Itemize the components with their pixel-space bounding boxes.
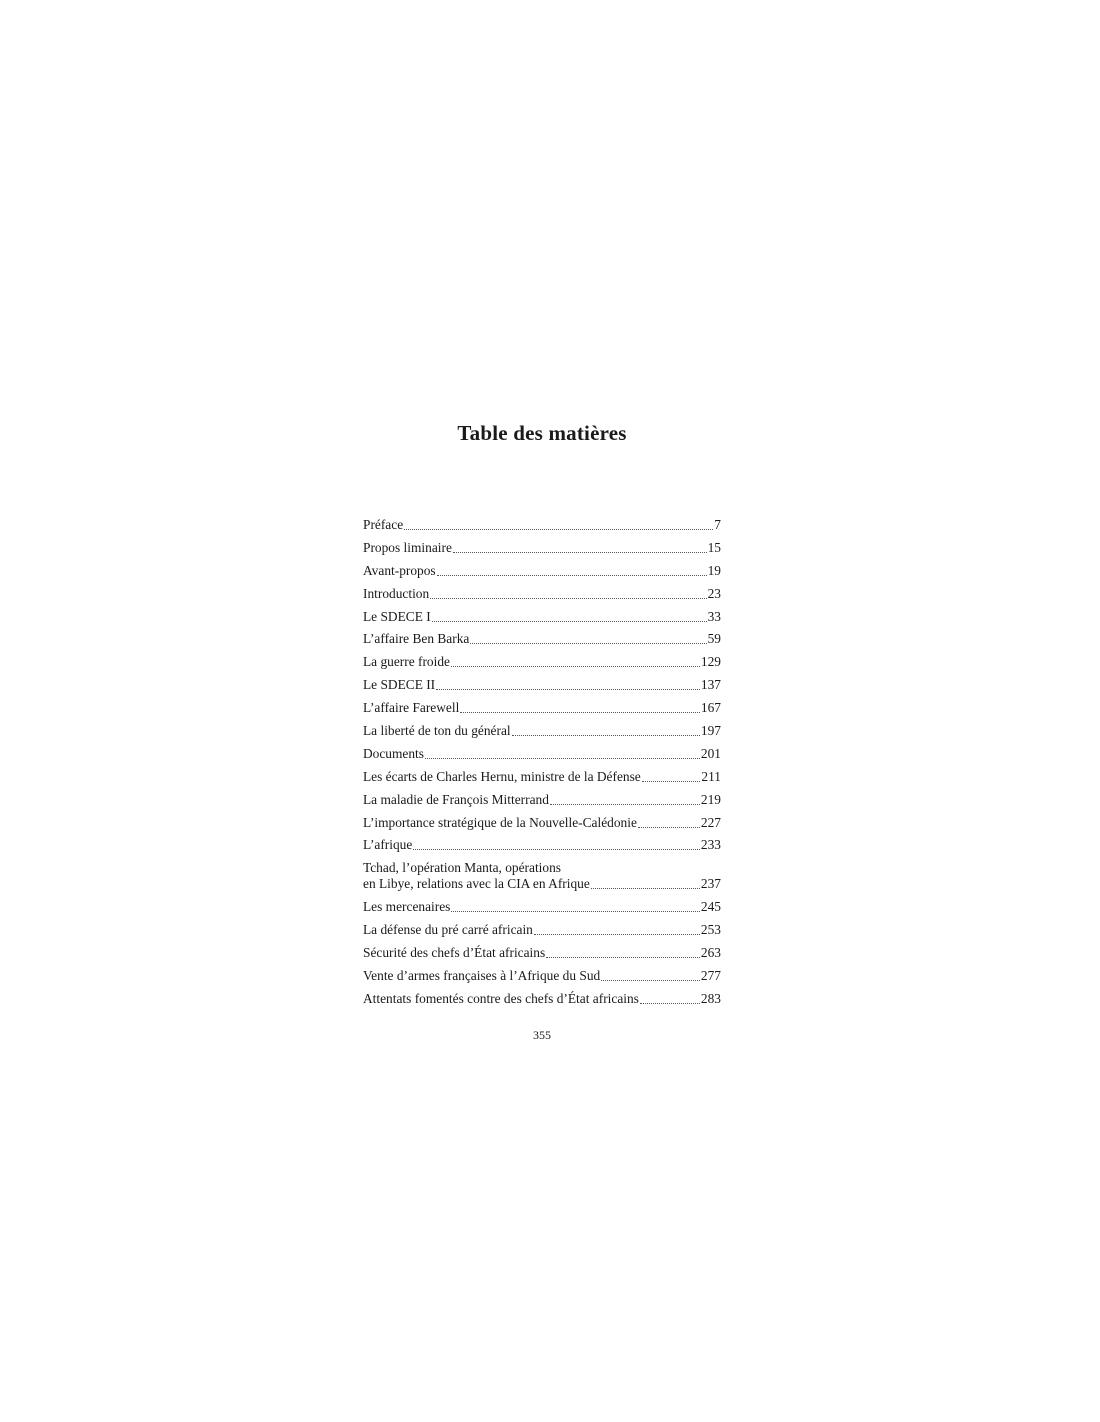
toc-entry — [363, 899, 721, 915]
toc-entry — [363, 723, 721, 739]
dot-leader — [460, 712, 700, 713]
toc-entry-page: 7 — [714, 517, 721, 532]
toc-entry-label: L’affaire Ben Barka — [363, 631, 470, 647]
toc-entry-page: 263 — [700, 945, 721, 961]
toc-entry — [363, 968, 721, 984]
dot-leader — [512, 735, 700, 736]
toc-entry — [363, 769, 721, 785]
toc-entry-label: L’affaire Farewell — [363, 700, 460, 716]
dot-leader — [453, 552, 707, 553]
dot-leader — [432, 621, 707, 622]
toc-entry-page: 233 — [700, 837, 721, 853]
toc-entry-page: 253 — [700, 922, 721, 938]
dot-leader — [534, 934, 700, 935]
toc-entry-page: 19 — [707, 562, 721, 578]
toc-entry-label: Vente d’armes françaises à l’Afrique du Sud — [363, 967, 601, 983]
toc-entry-label: L’afrique — [363, 837, 413, 853]
toc-entry-label: Le SDECE II — [363, 677, 436, 693]
toc-entry-label: La guerre froide — [363, 654, 450, 670]
toc-entry — [363, 540, 721, 556]
dot-leader — [546, 957, 700, 958]
toc-entry-label: Les écarts de Charles Hernu, ministre de la Défense — [363, 768, 641, 784]
dot-leader — [642, 781, 701, 782]
dot-leader — [451, 666, 700, 667]
toc-entry-page: 201 — [700, 745, 721, 761]
dot-leader — [413, 849, 700, 850]
toc-entry-page: 211 — [701, 768, 721, 784]
toc-entry-label: Introduction — [363, 585, 430, 601]
dot-leader — [404, 529, 713, 530]
toc-entry-label: L’importance stratégique de la Nouvelle-Calédonie — [363, 814, 637, 830]
dot-leader — [437, 575, 707, 576]
toc-entry — [363, 945, 721, 961]
toc-entry — [363, 563, 721, 579]
toc-entry — [363, 922, 721, 938]
toc-entry-page: 23 — [707, 585, 721, 601]
toc-entry-page: 237 — [700, 876, 721, 892]
dot-leader — [640, 1003, 700, 1004]
toc-entry-label: La défense du pré carré africain — [363, 922, 533, 938]
dot-leader — [638, 827, 700, 828]
toc-entry — [363, 860, 721, 892]
dot-leader — [550, 804, 700, 805]
dot-leader — [451, 911, 700, 912]
toc-entry-page: 245 — [700, 899, 721, 915]
toc-entry — [363, 746, 721, 762]
toc-entry-page: 227 — [700, 814, 721, 830]
toc-entry-label: Sécurité des chefs d’État africains — [363, 945, 546, 961]
page-title: Table des matières — [457, 421, 627, 445]
toc-entry — [363, 700, 721, 716]
toc-entry-label: Documents — [363, 745, 424, 761]
toc-entry-label: Avant-propos — [363, 562, 436, 578]
toc-entry-page: 137 — [700, 677, 721, 693]
toc-entry-page: 15 — [707, 539, 721, 555]
toc-entry — [363, 792, 721, 808]
toc-entry-label: Le SDECE I — [363, 608, 431, 624]
dot-leader — [436, 689, 700, 690]
toc-entry-label: Propos liminaire — [363, 539, 452, 555]
toc-entry — [363, 991, 721, 1007]
page-number: 355 — [533, 1028, 551, 1042]
toc-entry-page: 197 — [700, 723, 721, 739]
toc-entry-page: 277 — [700, 967, 721, 983]
table-of-contents — [363, 517, 721, 1014]
toc-entry-label: Les mercenaires — [363, 899, 451, 915]
toc-entry — [363, 631, 721, 647]
dot-leader — [591, 888, 700, 889]
toc-entry-label: Tchad, l’opération Manta, opérations en Libye, relations avec la CIA en Afrique — [363, 860, 590, 892]
toc-entry — [363, 586, 721, 602]
toc-entry-label: Préface — [363, 517, 404, 532]
toc-entry-label: La liberté de ton du général — [363, 723, 511, 739]
toc-entry-page: 167 — [700, 700, 721, 716]
dot-leader — [425, 758, 700, 759]
toc-entry — [363, 517, 721, 533]
toc-entry — [363, 815, 721, 831]
toc-entry — [363, 837, 721, 853]
toc-entry — [363, 654, 721, 670]
dot-leader — [430, 598, 706, 599]
toc-entry — [363, 677, 721, 693]
toc-entry-page: 283 — [700, 990, 721, 1006]
toc-entry-page: 33 — [707, 608, 721, 624]
dot-leader — [470, 643, 706, 644]
toc-entry-label: Attentats fomentés contre des chefs d’État africains — [363, 990, 639, 1006]
dot-leader — [601, 980, 700, 981]
toc-entry-page: 129 — [700, 654, 721, 670]
toc-entry-page: 219 — [700, 791, 721, 807]
toc-entry-label: La maladie de François Mitterrand — [363, 791, 549, 807]
toc-entry — [363, 609, 721, 625]
toc-entry-page: 59 — [707, 631, 721, 647]
